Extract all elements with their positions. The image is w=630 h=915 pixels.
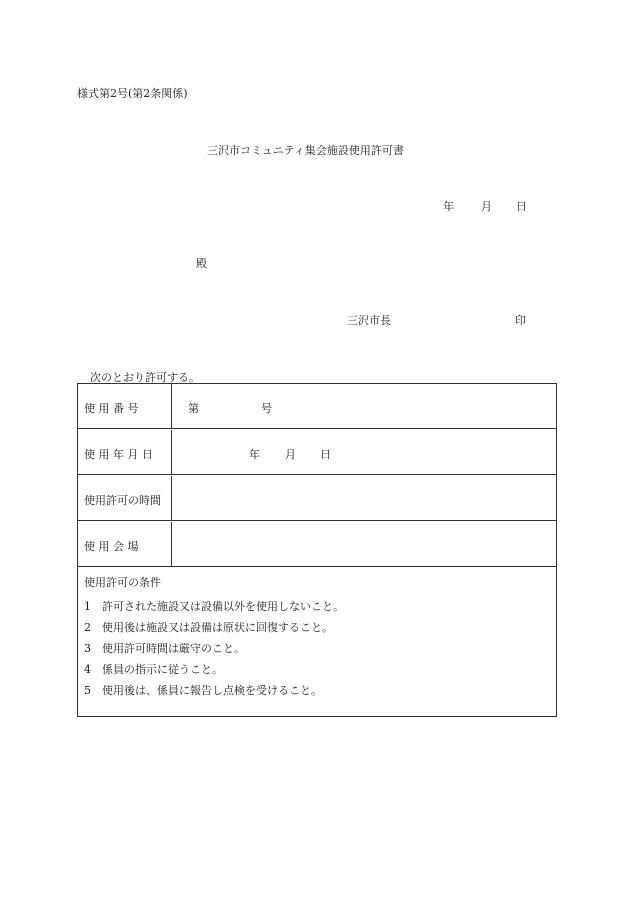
issue-date-month-label: 月 <box>481 200 492 213</box>
usage-number-label: 使 用 番 号 <box>84 402 139 415</box>
usage-date-year: 年 <box>249 448 260 461</box>
condition-text: 使用後は、係員に報告し点検を受けること。 <box>102 684 322 697</box>
row-label-cell <box>78 522 172 566</box>
table-row-usage-date <box>78 430 556 475</box>
intro-text: 次のとおり許可する。 <box>90 371 200 384</box>
condition-number: 5 <box>84 684 91 697</box>
addressee-honorific: 殿 <box>196 257 207 270</box>
usage-number-suffix: 号 <box>261 402 272 415</box>
row-label-cell <box>78 384 172 428</box>
venue-label: 使 用 会 場 <box>84 540 139 553</box>
condition-number: 1 <box>84 600 91 613</box>
issuer-name: 三沢市長 <box>347 314 391 327</box>
condition-item <box>84 598 344 614</box>
condition-text: 使用後は施設又は設備は原状に回復すること。 <box>102 621 333 634</box>
condition-text: 許可された施設又は設備以外を使用しないこと。 <box>102 600 344 613</box>
table-row-usage-number <box>78 384 556 429</box>
condition-number: 3 <box>84 642 91 655</box>
condition-item <box>84 640 245 656</box>
condition-number: 2 <box>84 621 91 634</box>
document-title: 三沢市コミュニティ集会施設使用許可書 <box>207 144 404 157</box>
condition-number: 4 <box>84 663 91 676</box>
condition-text: 係員の指示に従うこと。 <box>102 663 223 676</box>
condition-item <box>84 619 333 635</box>
condition-item <box>84 682 322 698</box>
table-row-venue <box>78 522 556 567</box>
usage-number-prefix: 第 <box>188 402 199 415</box>
usage-date-label: 使 用 年 月 日 <box>84 448 153 461</box>
usage-time-label: 使用許可の時間 <box>84 494 161 507</box>
usage-date-day: 日 <box>320 448 331 461</box>
conditions-title: 使用許可の条件 <box>84 576 161 589</box>
issue-date-day-label: 日 <box>516 200 527 213</box>
issue-date-year-label: 年 <box>443 200 454 213</box>
row-label-cell <box>78 430 172 474</box>
condition-text: 使用許可時間は厳守のこと。 <box>102 642 245 655</box>
condition-item <box>84 661 223 677</box>
table-row-usage-time <box>78 476 556 521</box>
form-number-label: 様式第2号(第2条関係) <box>77 87 188 100</box>
row-label-cell <box>78 476 172 520</box>
usage-date-month: 月 <box>285 448 296 461</box>
seal-mark: 印 <box>515 314 526 327</box>
permit-table <box>77 383 557 717</box>
